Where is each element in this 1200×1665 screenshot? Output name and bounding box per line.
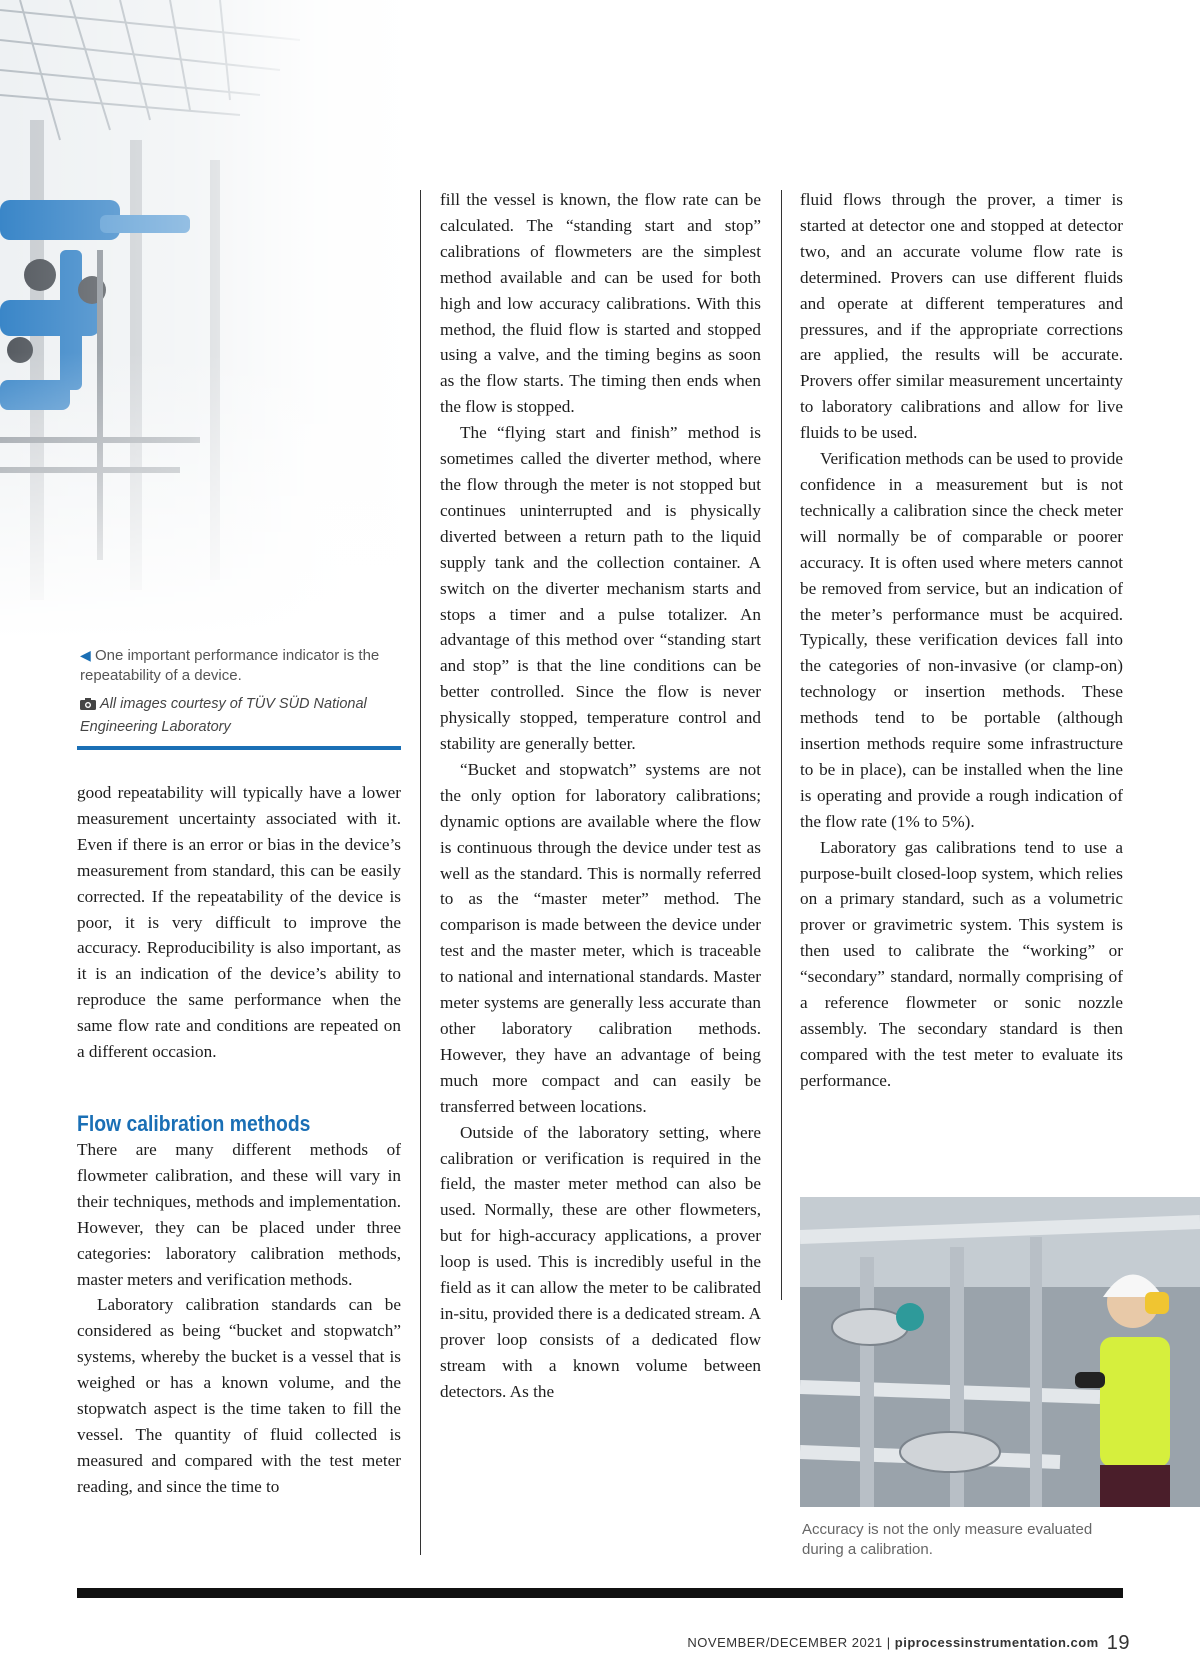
column-divider [781,190,782,1300]
paragraph: Outside of the laboratory setting, where calibration or verification is required in the field, the master meter method can also be used. Normally, these are other flowmeters, but for high-accuracy applications, a prover loop is used. This is incredibly useful in the field as it can allow the meter to be calibrated in-situ, provided there is a dedicated stream. A prover loop consists of a dedicated flow stream with a known volume between detectors. As the [440,1122,761,1401]
section-heading: Flow calibration methods [77,1111,311,1136]
paragraph: The “flying start and finish” method is sometimes called the diverter method, where the flow through the meter is not stopped but continues uninterrupted and is physically diverted between a return path to the liquid supply tank and the collection container. A switch on the diverter mechanism starts and stops a timer and a pulse totalizer. An advantage of this method over “standing start and stop” is that the line conditions can be better controlled. Since the flow is never physically stopped, temperature control and stability are generally better. [440,423,761,754]
camera-icon [80,696,96,717]
caption-divider [77,746,401,750]
hero-caption-text: One important performance indicator is the repeatability of a device. [80,647,380,684]
column-1-bottom [77,1137,401,1500]
paragraph: Verification methods can be used to provide confidence in a measurement but is not technically a calibration since the check meter will normally be of comparable or poorer accuracy. It is often used where meters cannot be removed from service, but an indication of the meter’s performance must be acquired. Typically, these verification devices fall into the categories of non-invasive (or clamp-on) technology or insertion methods. These methods tend to be portable (although insertion methods require some infrastructure to be in place), can be installed when the line is operating and provide a rough indication of the flow rate (1% to 5%). [800,449,1123,831]
column-2 [440,187,761,1405]
hero-image [0,0,420,640]
paragraph: Laboratory calibration standards can be considered as being “bucket and stopwatch” systems, whereby the bucket is a vessel that is weighed or has a known volume, and the stopwatch aspect is the time taken to fill the vessel. The quantity of fluid collected is measured and compared with the test meter reading, and since the time to [77,1295,401,1496]
paragraph: good repeatability will typically have a lower measurement uncertainty associated with it. Even if there is an error or bias in the device’s measurement from standard, this can be easily corrected. If the repeatability of the device is poor, it is very difficult to improve the accuracy. Reproducibility is also important, as it is an indication of the device’s ability to reproduce the same performance when the same flow rate and conditions are repeated on a different occasion. [77,783,401,1062]
paragraph: Laboratory gas calibrations tend to use a purpose-built closed-loop system, which relies on a primary standard, such as a volumetric prover or gravimetric system. This system is then used to calibrate the “working” or “secondary” standard, normally comprising of a reference flowmeter or sonic nozzle assembly. The secondary standard is then compared with the test meter to evaluate its performance. [800,837,1123,1090]
image-credit [80,694,410,738]
paragraph: fluid flows through the prover, a timer is started at detector one and stopped at detector two, and an accurate volume flow rate is determined. Provers can use different fluids and operate at different temperatures and pressures, and if the appropriate corrections are applied, the results will be accurate. Provers offer similar measurement uncertainty to laboratory calibrations and allow for live fluids to be used. [800,190,1123,443]
column-1-top [77,780,401,1065]
hero-caption [80,645,410,686]
page-footer [687,1632,1130,1655]
site-link[interactable]: piprocessinstrumentation.com [894,1635,1099,1650]
footer-separator: | [882,1635,895,1650]
page-number: 19 [1106,1632,1130,1654]
technician-illustration [800,1197,1200,1507]
issue-date: NOVEMBER/DECEMBER 2021 [687,1635,883,1650]
footer-rule [77,1588,1123,1598]
paragraph: There are many different methods of flowmeter calibration, and these will vary in their techniques, methods and implementation. However, they can be placed under three categories: laboratory calibration methods, master meters and verification methods. [77,1140,401,1289]
column-divider [420,190,421,1555]
image-credit-text: All images courtesy of TÜV SÜD National Engineering Laboratory [80,696,367,735]
paragraph: fill the vessel is known, the flow rate can be calculated. The “standing start and stop” calibrations of flowmeters are the simplest method available and can be used for both high and low accuracy calibrations. With this method, the fluid flow is started and stopped using a valve, and the timing begins as soon as the flow starts. The timing then ends when the flow is stopped. [440,190,761,417]
paragraph: “Bucket and stopwatch” systems are not the only option for laboratory calibrations; dynamic options are available where the flow is continuous through the device under test as well as the standard. This is normally referred to as the “master meter” method. The comparison is made between the device under test and the master meter, which is traceable to national and international standards. Master meter systems are generally less accurate than other laboratory calibration methods. However, they have an advantage of being much more compact and can easily be transferred between locations. [440,759,761,1116]
left-arrow-icon: ◀ [80,647,91,663]
photo-caption: Accuracy is not the only measure evaluated during a calibration. [802,1521,1093,1558]
column-3 [800,187,1123,1094]
pipework-illustration [0,0,420,640]
technician-photo [800,1197,1200,1507]
